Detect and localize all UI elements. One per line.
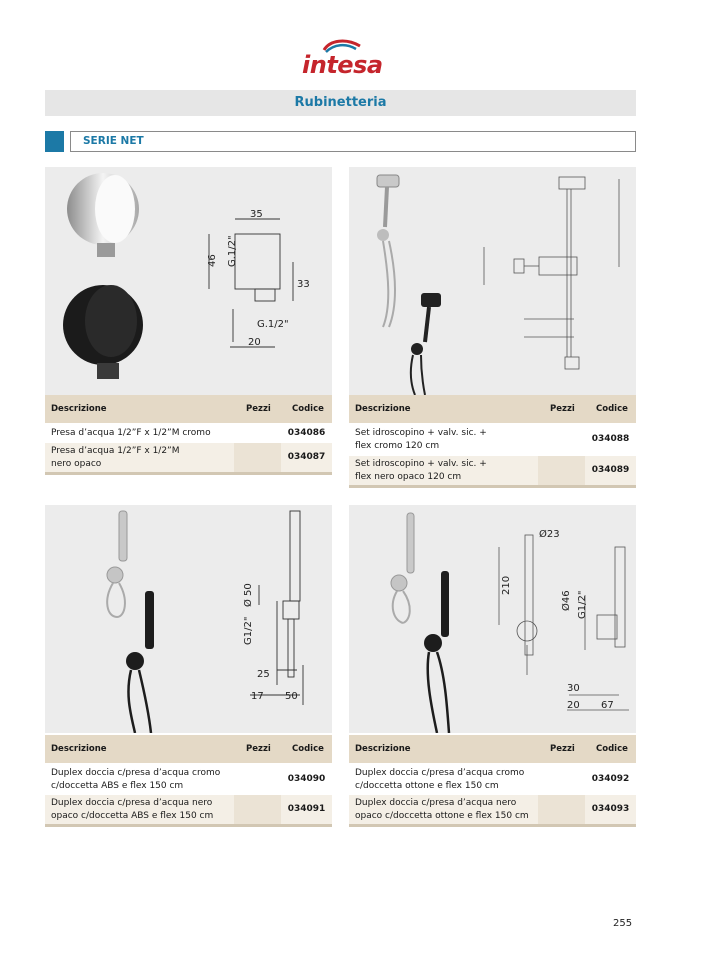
col-pezzi: Pezzi	[550, 404, 575, 414]
table-header	[349, 395, 636, 423]
col-codice: Codice	[292, 744, 324, 754]
row-code: 034093	[591, 804, 630, 814]
row-code: 034091	[287, 804, 326, 814]
row-pezzi	[234, 795, 281, 824]
table-row	[349, 425, 636, 454]
col-descrizione: Descrizione	[51, 404, 107, 414]
series-header	[45, 131, 636, 152]
category-title: Rubinetteria	[45, 90, 636, 116]
table-row	[45, 765, 332, 794]
dim-height: 210	[501, 575, 512, 595]
product-card	[349, 167, 636, 497]
dim-depth: 25	[257, 669, 270, 680]
dim-offset-b: 50	[285, 691, 298, 702]
col-descrizione: Descrizione	[355, 404, 411, 414]
row-pezzi	[538, 795, 585, 824]
dim-thread-side: G.1/2"	[227, 235, 238, 267]
row-code: 034086	[287, 428, 326, 438]
row-code: 034087	[287, 452, 326, 462]
col-codice: Codice	[596, 404, 628, 414]
product-image	[349, 167, 636, 395]
product-card	[349, 505, 636, 830]
duplex-shower-brass-drawing	[349, 505, 636, 733]
col-pezzi: Pezzi	[550, 744, 575, 754]
bidet-shower-drawing	[349, 167, 636, 395]
dim-diameter: Ø46	[561, 590, 572, 611]
row-pezzi	[538, 456, 585, 485]
row-divider	[45, 824, 332, 827]
row-divider	[349, 485, 636, 488]
row-description: Duplex doccia c/presa d’acqua cromo c/doccetta ABS e flex 150 cm	[51, 768, 221, 791]
dim-depth-a: 30	[567, 683, 580, 694]
table-row	[349, 456, 636, 485]
row-description: Presa d’acqua 1/2”F x 1/2”M cromo	[51, 428, 211, 438]
col-pezzi: Pezzi	[246, 744, 271, 754]
row-code: 034088	[591, 434, 630, 444]
col-codice: Codice	[292, 404, 324, 414]
series-title: SERIE NET	[83, 135, 144, 147]
dim-offset-a: 17	[251, 691, 264, 702]
table-header	[45, 735, 332, 763]
page-number: 255	[613, 918, 633, 929]
row-divider	[349, 824, 636, 827]
duplex-shower-abs-drawing	[45, 505, 332, 733]
col-pezzi: Pezzi	[246, 404, 271, 414]
dim-thread: G1/2"	[243, 616, 254, 645]
wall-outlet-drawing	[45, 167, 332, 395]
brand-logo	[302, 38, 382, 80]
row-pezzi	[234, 765, 281, 794]
product-card	[45, 505, 332, 830]
dim-width: 35	[250, 209, 263, 220]
row-pezzi	[538, 425, 585, 454]
col-descrizione: Descrizione	[355, 744, 411, 754]
table-row	[349, 795, 636, 824]
dim-depth: 33	[297, 279, 310, 290]
table-header	[45, 395, 332, 423]
row-description: Presa d’acqua 1/2”F x 1/2”M nero opaco	[51, 446, 180, 469]
row-description: Duplex doccia c/presa d’acqua nero opaco c/doccetta ottone e flex 150 cm	[355, 798, 529, 821]
dim-height: 46	[207, 254, 218, 267]
row-divider	[45, 472, 332, 475]
product-card	[45, 167, 332, 477]
dim-thread-bottom: G.1/2"	[257, 319, 289, 330]
table-row	[349, 765, 636, 794]
dim-thread: G1/2"	[577, 590, 588, 619]
col-codice: Codice	[596, 744, 628, 754]
row-description: Duplex doccia c/presa d’acqua nero opaco c/doccetta ABS e flex 150 cm	[51, 798, 214, 821]
dim-offset: 20	[248, 337, 261, 348]
dim-diameter: Ø 50	[243, 583, 254, 607]
row-description: Duplex doccia c/presa d’acqua cromo c/doccetta ottone e flex 150 cm	[355, 768, 525, 791]
row-code: 034092	[591, 774, 630, 784]
series-box	[70, 131, 636, 152]
table-header	[349, 735, 636, 763]
product-image	[349, 505, 636, 733]
row-code: 034090	[287, 774, 326, 784]
product-image	[45, 505, 332, 733]
row-description: Set idroscopino + valv. sic. + flex cromo 120 cm	[355, 428, 487, 451]
col-descrizione: Descrizione	[51, 744, 107, 754]
row-description: Set idroscopino + valv. sic. + flex nero opaco 120 cm	[355, 459, 487, 482]
table-row	[45, 443, 332, 472]
dim-diameter-top: Ø23	[539, 529, 560, 540]
table-row	[45, 425, 332, 441]
brand-name: intesa	[302, 51, 383, 79]
dim-depth-b: 20	[567, 700, 580, 711]
row-pezzi	[538, 765, 585, 794]
product-image	[45, 167, 332, 395]
series-marker	[45, 131, 64, 152]
row-code: 034089	[591, 465, 630, 475]
row-pezzi	[234, 443, 281, 472]
dim-depth-c: 67	[601, 700, 614, 711]
table-row	[45, 795, 332, 824]
row-pezzi	[234, 425, 281, 441]
